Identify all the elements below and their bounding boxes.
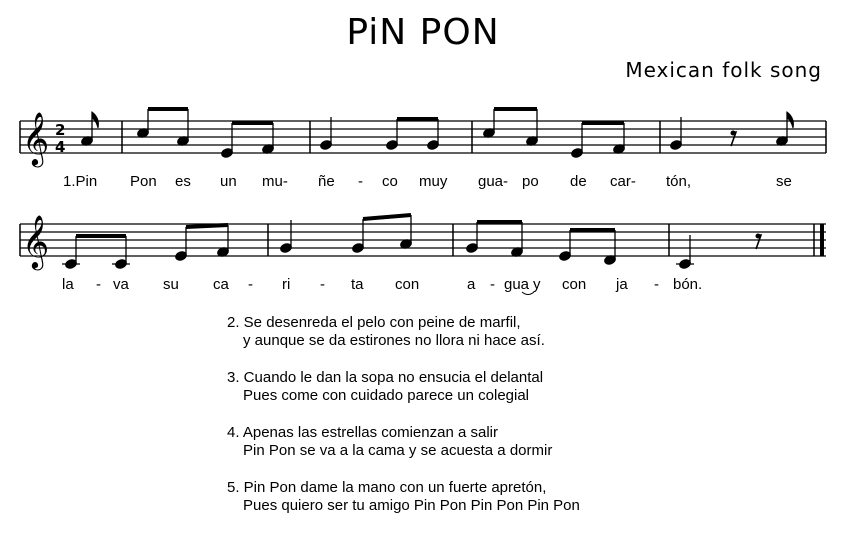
lyric-syllable: 1.Pin [63,173,98,190]
treble-clef-icon: 𝄞 [22,214,50,268]
verse-line: Pues quiero ser tu amigo Pin Pon Pin Pon Pin Pon [243,497,580,514]
lyric-syllable: va [113,276,129,293]
lyric-syllable: muy [419,173,448,190]
song-title: PiN PON [346,12,500,53]
lyric-syllable: un [220,173,237,190]
lyric-syllable: - [248,276,253,293]
lyric-syllable: ca [213,276,229,293]
lyric-syllable: ri [282,276,291,293]
lyric-syllable: - [320,276,325,293]
lyric-syllable: con [562,276,587,293]
notes-system-1 [80,109,793,159]
lyrics-system-2 [62,276,702,295]
lyric-syllable: ñe [318,173,335,190]
lyric-syllable: - [490,276,495,293]
lyric-syllable: la [62,276,74,293]
lyric-syllable: y [533,276,541,293]
lyric-syllable: ja [616,276,628,293]
verse-3 [227,369,580,405]
verse-5 [227,479,580,515]
lyric-syllable: gua [504,276,530,293]
staff-system-2 [20,224,826,256]
notes-system-2 [62,215,761,270]
lyric-syllable: ta [351,276,364,293]
time-signature-bottom: 4 [55,138,66,156]
time-signature-top: 2 [55,121,66,139]
lyric-syllable: - [654,276,659,293]
lyric-syllable: co [382,173,398,190]
verse-line: 2. Se desenreda el pelo con peine de marfil, [227,314,521,331]
verse-line: 5. Pin Pon dame la mano con un fuerte apretón, [227,479,547,496]
verse-2 [227,314,580,350]
lyric-syllable: - [358,173,363,190]
lyric-syllable: - [96,276,101,293]
lyric-syllable: su [163,276,179,293]
lyric-syllable: de [570,173,587,190]
lyric-syllable: mu- [262,173,288,190]
lyric-syllable: gua- [478,173,509,190]
lyric-syllable: Pon [130,173,157,190]
lyric-syllable: es [175,173,191,190]
verse-line: 4. Apenas las estrellas comienzan a salir [227,424,498,441]
additional-verses [227,314,580,534]
verse-line: Pues come con cuidado parece un colegial [243,387,530,404]
verse-line: Pin Pon se va a la cama y se acuesta a dormir [243,442,553,459]
lyric-syllable: car- [610,173,636,190]
treble-clef-icon: 𝄞 [22,111,50,165]
lyric-syllable: a [467,276,476,293]
lyric-syllable: se [776,173,792,190]
lyric-syllable: tón, [666,173,692,190]
lyrics-system-1 [63,173,792,190]
composer-label: Mexican folk song [625,58,822,82]
lyric-syllable: po [522,173,539,190]
verse-line: y aunque se da estirones no llora ni hace así. [243,332,545,349]
verse-line: 3. Cuando le dan la sopa no ensucia el delantal [227,369,544,386]
verse-4 [227,424,580,460]
lyric-syllable: bón. [673,276,703,293]
lyric-syllable: con [395,276,420,293]
